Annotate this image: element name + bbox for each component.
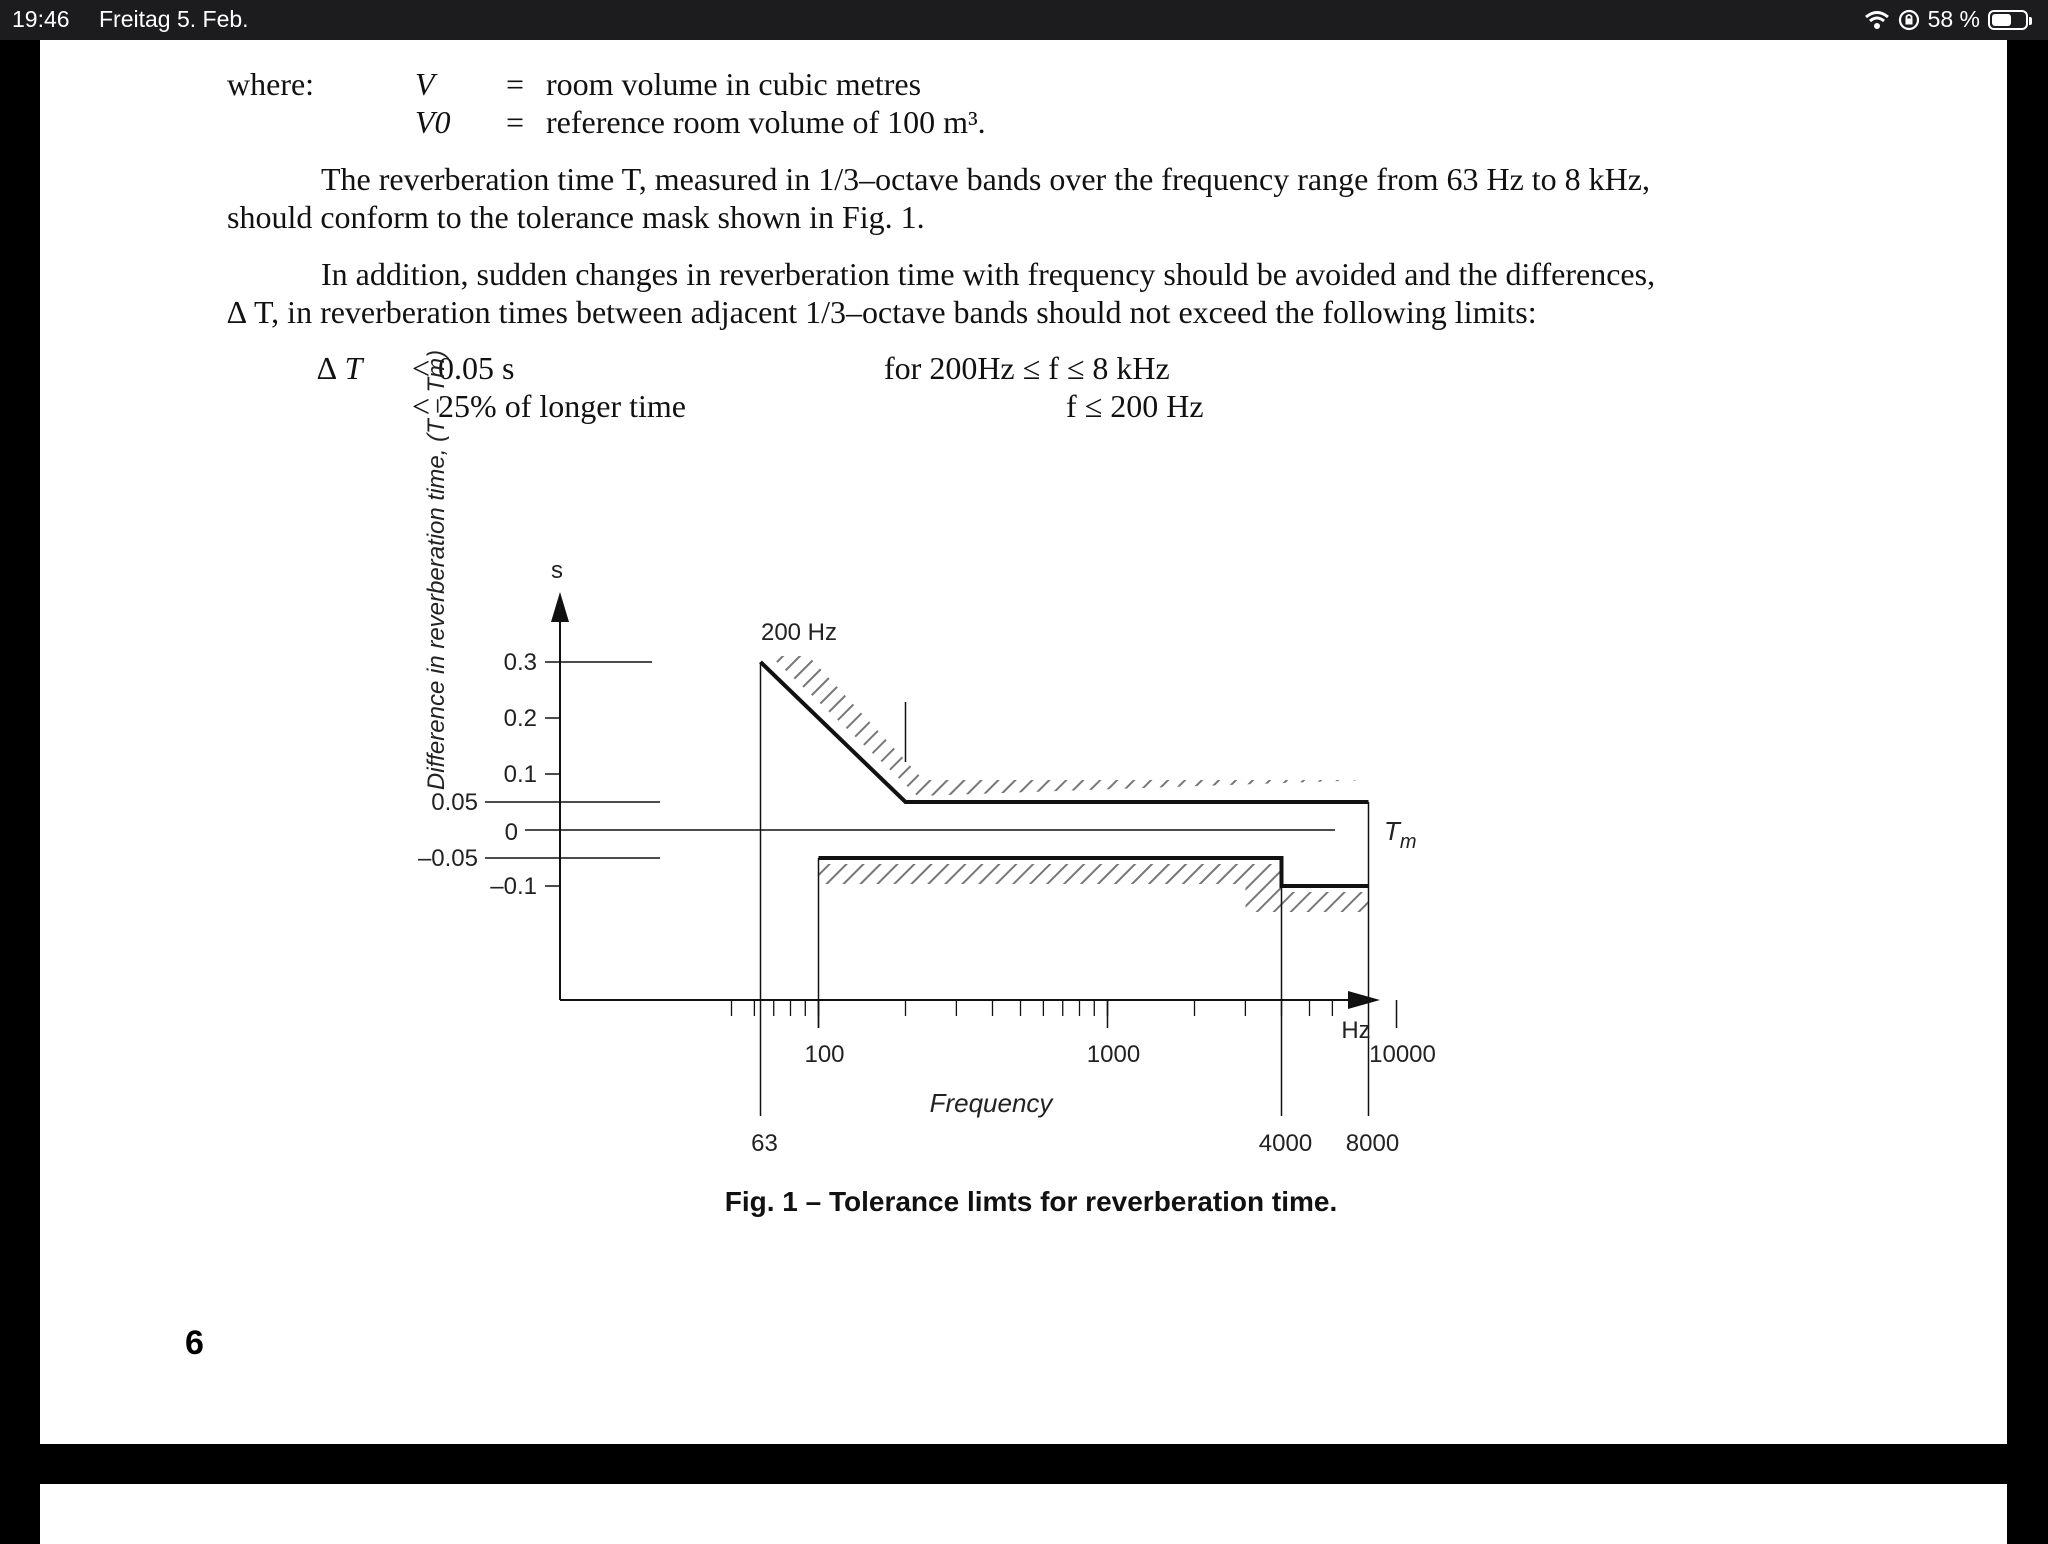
x-marked-label: 8000 xyxy=(1345,1130,1400,1157)
y-tick-label: –0.05 xyxy=(417,845,478,872)
status-time: 19:46 xyxy=(12,6,70,32)
x-tick-label: 10000 xyxy=(1369,1041,1436,1068)
document-page[interactable] xyxy=(40,40,2007,1444)
tolerance-chart xyxy=(40,40,2007,1444)
definition-symbol-v0: V0 xyxy=(415,104,451,140)
orientation-lock-icon xyxy=(1898,9,1920,31)
y-axis-label: Difference in reverberation time, (T – Tm) xyxy=(423,349,450,791)
upper-limit-hatching xyxy=(771,656,1369,796)
x-marked-label: 4000 xyxy=(1258,1130,1313,1157)
y-unit-label: s xyxy=(551,557,563,584)
x-axis-arrow xyxy=(1348,991,1380,1009)
annotation-200hz: 200 Hz xyxy=(760,619,838,646)
x-unit-label: Hz xyxy=(1341,1017,1371,1044)
y-tick-label: 0.3 xyxy=(503,649,537,676)
limit-row1-value: < 0.05 s xyxy=(412,350,515,386)
paragraph-2-line-2: ∆ T, in reverberation times between adjacent 1/3–octave bands should not exceed the following limits: xyxy=(227,294,1537,330)
where-label: where: xyxy=(227,66,315,102)
limit-row1-condition: for 200Hz ≤ f ≤ 8 kHz xyxy=(884,350,1170,386)
paragraph-1-line-2: should conform to the tolerance mask shown in Fig. 1. xyxy=(227,199,925,235)
figure-caption: Fig. 1 – Tolerance limts for reverberation time. xyxy=(724,1186,1338,1217)
paragraph-1-line-1: The reverberation time T, measured in 1/3–octave bands over the frequency range from 63 Hz to 8 kHz, xyxy=(321,161,1650,197)
wifi-icon xyxy=(1864,10,1890,30)
status-indicators xyxy=(1864,6,2028,33)
x-marked-label: 63 xyxy=(751,1130,778,1157)
y-tick-label: 0.1 xyxy=(503,761,537,788)
y-tick-label: 0.2 xyxy=(503,705,537,732)
y-tick-label: –0.1 xyxy=(490,873,537,900)
limit-row2-condition: f ≤ 200 Hz xyxy=(1066,388,1204,424)
reference-label-tm: $T_m$ xyxy=(1384,816,1417,853)
definition-text: room volume in cubic metres xyxy=(546,66,922,102)
x-tick-label: 1000 xyxy=(1086,1041,1141,1068)
next-document-page[interactable] xyxy=(40,1484,2007,1544)
battery-icon xyxy=(1988,10,2028,30)
definition-equals: = xyxy=(506,66,525,102)
x-tick-label: 100 xyxy=(804,1041,845,1068)
chart-layer xyxy=(418,592,1436,1157)
status-date: Freitag 5. Feb. xyxy=(99,6,249,32)
battery-percent: 58 % xyxy=(1927,6,1980,32)
definition-symbol-v: V xyxy=(415,66,435,102)
limits-symbol: ∆ T xyxy=(317,350,363,386)
page-number: 6 xyxy=(185,1324,204,1362)
paragraph-2-line-1: In addition, sudden changes in reverberation time with frequency should be avoided and the differences, xyxy=(321,256,1656,292)
y-axis-arrow xyxy=(551,592,569,622)
y-tick-label: 0 xyxy=(504,819,518,846)
status-bar xyxy=(0,0,2048,40)
definition-equals: = xyxy=(506,104,525,140)
limit-row2-value: < 25% of longer time xyxy=(412,388,686,424)
y-tick-label: 0.05 xyxy=(431,789,478,816)
x-axis-label: Frequency xyxy=(929,1088,1053,1118)
definition-text: reference room volume of 100 m³. xyxy=(546,104,986,140)
battery-level xyxy=(1992,14,2011,26)
